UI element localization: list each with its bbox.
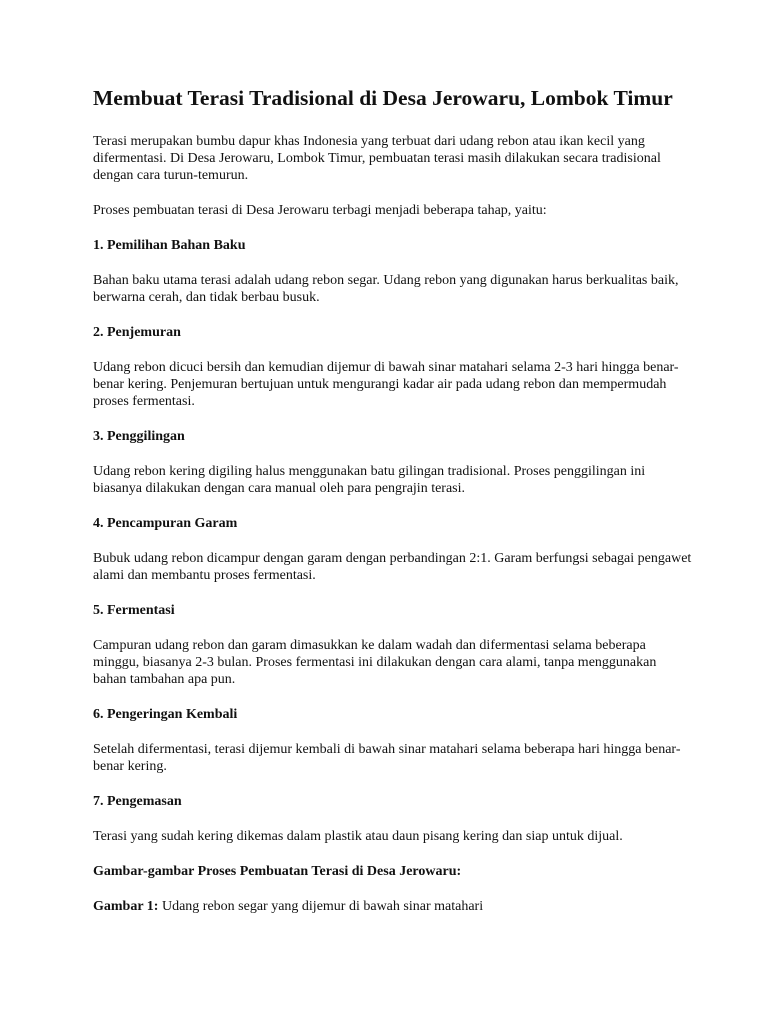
step-heading-3: 3. Penggilingan xyxy=(93,429,185,444)
step-body-3: Udang rebon kering digiling halus menggunakan batu gilingan tradisional. Proses penggilingan ini biasanya dilakukan dengan cara manual oleh para pengrajin terasi. xyxy=(93,464,646,496)
document-title: Membuat Terasi Tradisional di Desa Jerowaru, Lombok Timur xyxy=(93,86,673,110)
step-body-2: Udang rebon dicuci bersih dan kemudian dijemur di bawah sinar matahari selama 2-3 hari hingga benar-benar kering. Penjemuran bertujuan untuk mengurangi kadar air pada udang rebon dan mempermudah proses fermentasi. xyxy=(93,360,679,409)
intro-paragraph: Terasi merupakan bumbu dapur khas Indonesia yang terbuat dari udang rebon atau ikan kecil yang difermentasi. Di Desa Jerowaru, Lombok Timur, pembuatan terasi masih dilakukan secara tradisional dengan cara turun-temurun. xyxy=(93,134,661,183)
step-body-4: Bubuk udang rebon dicampur dengan garam dengan perbandingan 2:1. Garam berfungsi sebagai pengawet alami dan membantu proses fermentasi. xyxy=(93,551,692,583)
figure-1-label: Gambar 1: xyxy=(93,899,159,914)
step-heading-6: 6. Pengeringan Kembali xyxy=(93,707,238,722)
step-heading-7: 7. Pengemasan xyxy=(93,794,182,809)
step-heading-5: 5. Fermentasi xyxy=(93,603,175,618)
figure-1-text: Udang rebon segar yang dijemur di bawah sinar matahari xyxy=(158,899,484,914)
step-heading-1: 1. Pemilihan Bahan Baku xyxy=(93,238,246,253)
figure-1-caption xyxy=(93,898,693,915)
step-heading-2: 2. Penjemuran xyxy=(93,325,181,340)
figures-heading: Gambar-gambar Proses Pembuatan Terasi di Desa Jerowaru: xyxy=(93,864,462,879)
step-heading-4: 4. Pencampuran Garam xyxy=(93,516,238,531)
process-intro-paragraph: Proses pembuatan terasi di Desa Jerowaru terbagi menjadi beberapa tahap, yaitu: xyxy=(93,203,547,218)
document-page xyxy=(93,86,693,933)
step-body-5: Campuran udang rebon dan garam dimasukkan ke dalam wadah dan difermentasi selama beberapa minggu, biasanya 2-3 bulan. Proses fermentasi ini dilakukan dengan cara alami, tanpa menggunakan bahan tambahan apa pun. xyxy=(93,638,657,687)
step-body-1: Bahan baku utama terasi adalah udang rebon segar. Udang rebon yang digunakan harus berkualitas baik, berwarna cerah, dan tidak berbau busuk. xyxy=(93,273,679,305)
step-body-6: Setelah difermentasi, terasi dijemur kembali di bawah sinar matahari selama beberapa hari hingga benar-benar kering. xyxy=(93,742,681,774)
step-body-7: Terasi yang sudah kering dikemas dalam plastik atau daun pisang kering dan siap untuk dijual. xyxy=(93,829,623,844)
